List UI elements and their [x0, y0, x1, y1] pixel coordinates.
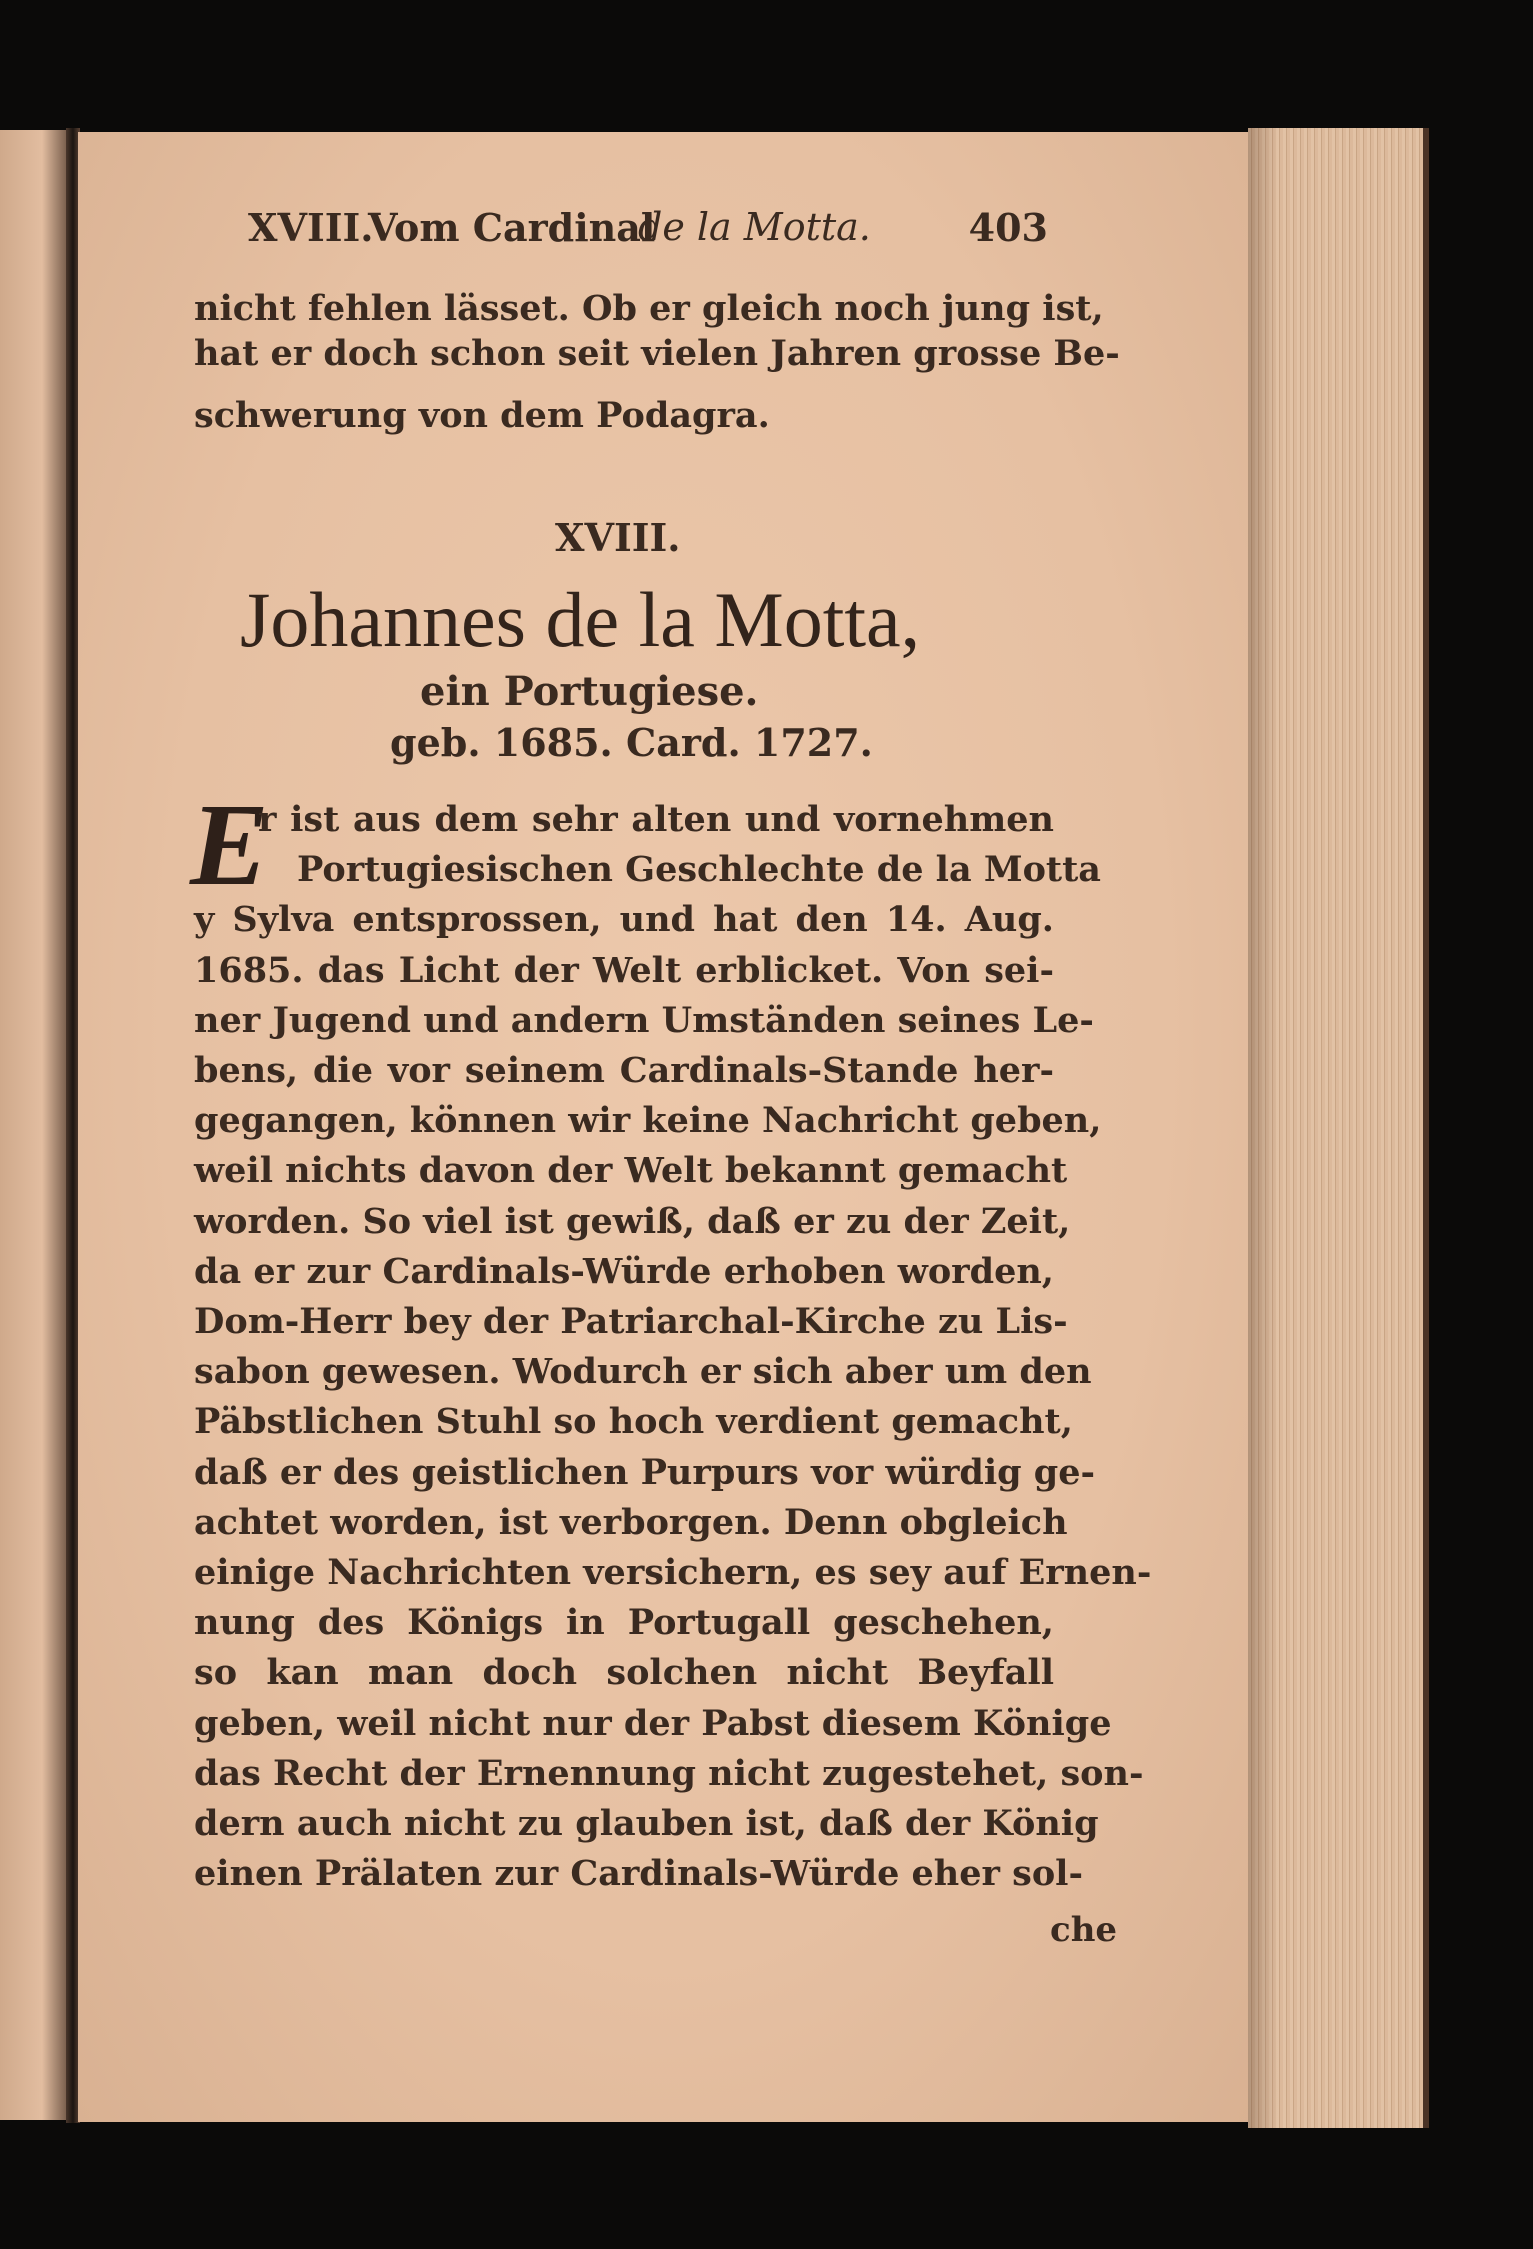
text-line: Dom-Herr bey der Patriarchal-Kirche zu Lis- [194, 1301, 1068, 1342]
text-line: so kan man doch solchen nicht Beyfall [194, 1652, 1054, 1694]
text-line: Päbstlichen Stuhl so hoch verdient gemacht, [194, 1401, 1073, 1443]
text-line: nicht fehlen lässet. Ob er gleich noch jung ist, [194, 288, 1104, 329]
drop-cap: E [190, 779, 269, 910]
text-line: geben, weil nicht nur der Pabst diesem Könige [194, 1702, 1112, 1744]
header-chapter-numeral: XVIII. [248, 205, 374, 250]
page-edge-shadow [1248, 128, 1278, 2128]
header-title-italic: de la Motta. [638, 205, 871, 249]
text-line: worden. So viel ist gewiß, daß er zu der Zeit, [194, 1200, 1071, 1242]
text-line: weil nichts davon der Welt bekannt gemacht [194, 1150, 1068, 1192]
text-line: bens, die vor seinem Cardinals-Stande her- [194, 1050, 1054, 1091]
text-line: sabon gewesen. Wodurch er sich aber um den [194, 1351, 1092, 1393]
text-line: einen Prälaten zur Cardinals-Würde eher sol- [194, 1853, 1083, 1895]
page-number: 403 [968, 205, 1048, 250]
text-line: y Sylva entsprossen, und hat den 14. Aug. [194, 899, 1054, 941]
catchword: che [1050, 1910, 1118, 1950]
text-line: daß er des geistlichen Purpurs vor würdig ge- [194, 1451, 1096, 1493]
section-heading: Johannes de la Motta, [240, 576, 921, 663]
text-line: r ist aus dem sehr alten und vornehmen [258, 799, 1054, 840]
text-line: 1685. das Licht der Welt erblicket. Von sei- [194, 949, 1054, 991]
text-line: einige Nachrichten versichern, es sey auf Ernen- [194, 1552, 1152, 1593]
text-line: da er zur Cardinals-Würde erhoben worden, [194, 1250, 1054, 1292]
section-subheading: ein Portugiese. [420, 668, 759, 715]
section-dates: geb. 1685. Card. 1727. [390, 720, 873, 765]
section-numeral: XVIII. [555, 515, 681, 560]
text-line: hat er doch schon seit vielen Jahren grosse Be- [194, 333, 1120, 374]
text-line: schwerung von dem Podagra. [194, 395, 770, 436]
left-page-edge [0, 130, 70, 2120]
text-line: Portugiesischen Geschlechte de la Motta [297, 849, 1101, 891]
text-line: achtet worden, ist verborgen. Denn obgleich [194, 1501, 1068, 1543]
text-line: dern auch nicht zu glauben ist, daß der König [194, 1803, 1099, 1844]
text-line: nung des Königs in Portugall geschehen, [194, 1602, 1054, 1644]
header-title: Vom Cardinal [368, 205, 656, 250]
text-line: ner Jugend und andern Umständen seines Le- [194, 999, 1094, 1041]
text-line: das Recht der Ernennung nicht zugestehet, son- [194, 1752, 1144, 1794]
text-line: gegangen, können wir keine Nachricht geben, [194, 1100, 1102, 1142]
